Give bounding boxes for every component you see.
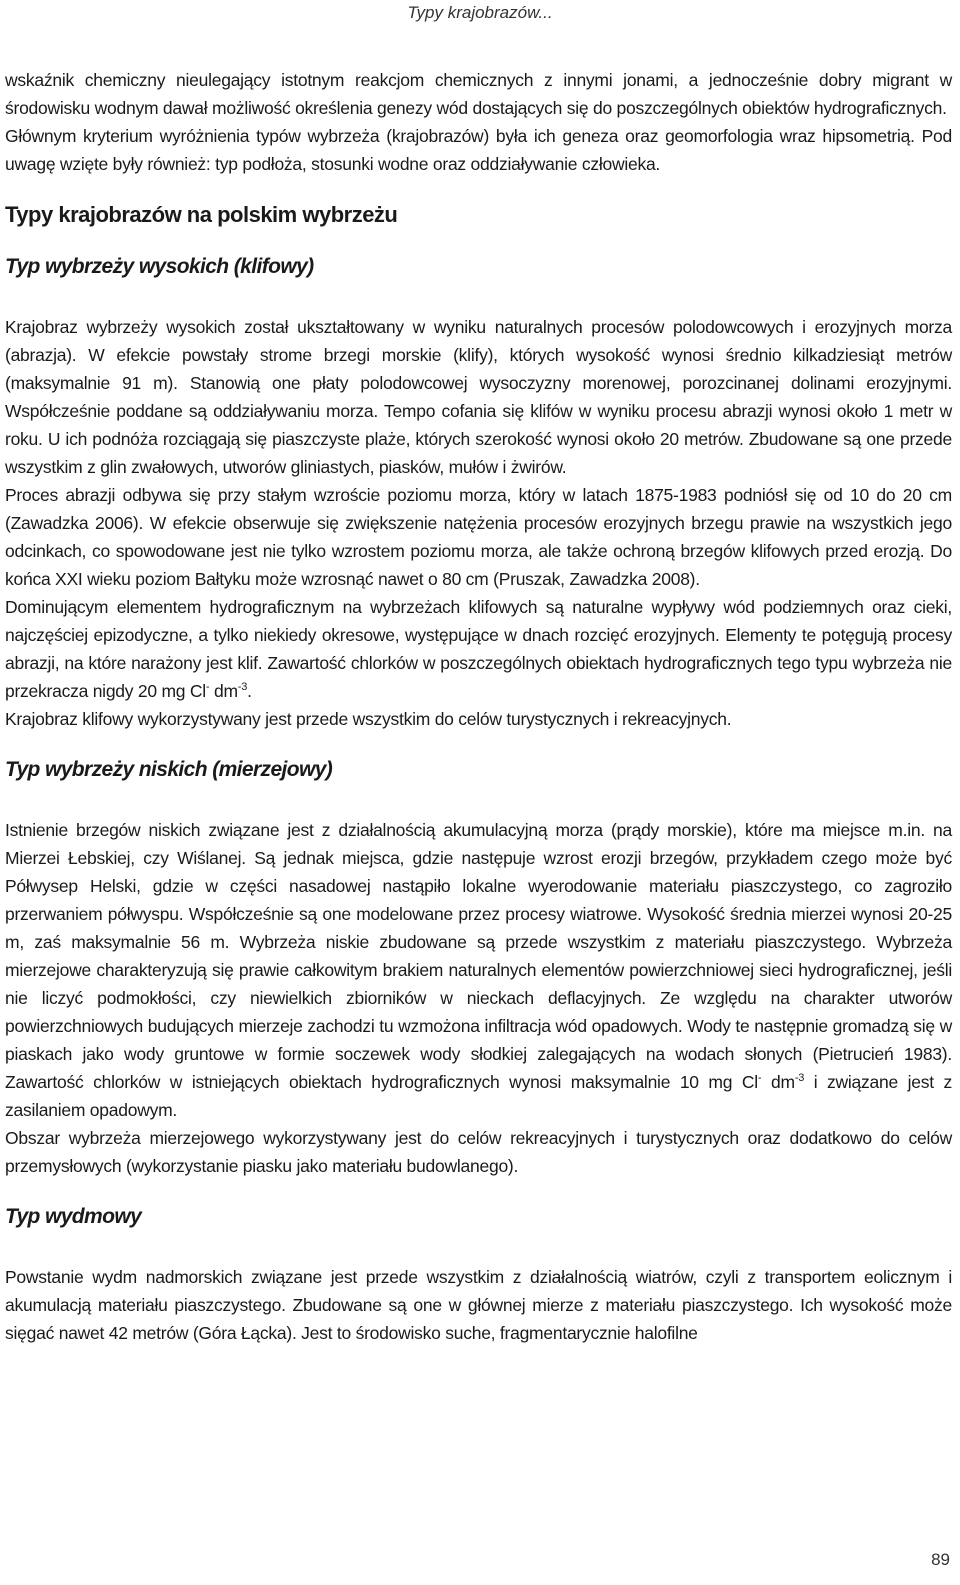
section-heading: Typy krajobrazów na polskim wybrzeżu	[5, 202, 398, 227]
page-number: 89	[931, 1550, 950, 1569]
superscript: -	[757, 1072, 762, 1084]
subsection-heading-dune: Typ wydmowy	[5, 1205, 142, 1228]
intro-paragraph: Głównym kryterium wyróżnienia typów wybrzeża (krajobrazów) była ich geneza oraz geomorfologia wraz hipsometrią. Pod uwagę wzięte były również: typ podłoża, stosunki wodne oraz oddziaływanie człowieka.	[5, 126, 952, 174]
superscript: -3	[237, 681, 248, 693]
subsection-heading-cliff: Typ wybrzeży wysokich (klifowy)	[5, 255, 314, 278]
cliff-paragraph: Krajobraz wybrzeży wysokich został ukształtowany w wyniku naturalnych procesów polodowcowych i erozyjnych morza (abrazja). W efekcie powstały strome brzegi morskie (klify), których wysokość wynosi średnio kilkadziesiąt metrów (maksymalnie 91 m). Stanowią one płaty polodowcowej wysoczyzny morenowej, porozcinanej dolinami erozyjnymi. Współcześnie poddane są oddziaływaniu morza. Tempo cofania się klifów w wyniku procesu abrazji wynosi około 1 metr w roku. U ich podnóża rozciągają się piaszczyste plaże, których szerokość wynosi około 20 metrów. Zbudowane są one przede wszystkim z glin zwałowych, utworów gliniastych, piasków, mułów i żwirów.	[5, 317, 952, 477]
cliff-paragraph-text: Dominującym elementem hydrograficznym na wybrzeżach klifowych są naturalne wypływy wód podziemnych oraz cieki, najczęściej epizodyczne, a tylko niekiedy okresowe, występujące w dnach rozcięć erozyjnych. Elementy te potęgują procesy abrazji, na które narażony jest klif. Zawartość chlorków w poszczególnych obiektach hydrograficznych tego typu wybrzeża nie przekracza nigdy 20 mg Cl	[5, 597, 952, 701]
body-content	[5, 66, 952, 1347]
intro-paragraph: wskaźnik chemiczny nieulegający istotnym reakcjom chemicznych z innymi jonami, a jednocześnie dobry migrant w środowisku wodnym dawał możliwość określenia genezy wód dostających się do poszczególnych obiektów hydrograficznych.	[5, 70, 952, 118]
dune-paragraph: Powstanie wydm nadmorskich związane jest przede wszystkim z działalnością wiatrów, czyli z transportem eolicznym i akumulacją materiału piaszczystego. Zbudowane są one w głównej mierze z materiału piaszczystego. Ich wysokość może sięgać nawet 42 metrów (Góra Łącka). Jest to środowisko suche, fragmentarycznie halofilne	[5, 1267, 952, 1343]
unit-text: dm	[761, 1072, 795, 1092]
spit-paragraph-text: Istnienie brzegów niskich związane jest z działalnością akumulacyjną morza (prądy morskie), które ma miejsce m.in. na Mierzei Łebskiej, czy Wiślanej. Są jednak miejsca, gdzie następuje wzrost erozji brzegów, przykładem czego może być Półwysep Helski, gdzie w części nasadowej nastąpiło lokalne wyerodowanie materiału piaszczystego, co zagroziło przerwaniem półwyspu. Współcześnie są one modelowane przez procesy wiatrowe. Wysokość średnia mierzei wynosi 20-25 m, zaś maksymalnie 56 m. Wybrzeża niskie zbudowane są przede wszystkim z materiału piaszczystego. Wybrzeża mierzejowe charakteryzują się prawie całkowitym brakiem naturalnych elementów powierzchniowej sieci hydrograficznej, jeśli nie liczyć podmokłości, czy niewielkich zbiorników w nieckach deflacyjnych. Ze względu na charakter utworów powierzchniowych budujących mierzeje zachodzi tu wzmożona infiltracja wód opadowych. Wody te następnie gromadzą się w piaskach jako wody gruntowe w formie soczewek wody słodkiej zalegających na wodach słonych (Pietrucień 1983). Zawartość chlorków w istniejących obiektach hydrograficznych wynosi maksymalnie 10 mg Cl	[5, 820, 952, 1092]
superscript: -3	[794, 1072, 805, 1084]
spit-paragraph: Obszar wybrzeża mierzejowego wykorzystywany jest do celów rekreacyjnych i turystycznych oraz dodatkowo do celów przemysłowych (wykorzystanie piasku jako materiału budowlanego).	[5, 1128, 952, 1176]
running-header: Typy krajobrazów...	[407, 3, 553, 22]
unit-text: dm	[209, 681, 238, 701]
sentence-end: i związane jest z zasilaniem opadowym.	[5, 1072, 952, 1120]
cliff-paragraph: Proces abrazji odbywa się przy stałym wzroście poziomu morza, który w latach 1875-1983 podniósł się od 10 do 20 cm (Zawadzka 2006). W efekcie obserwuje się zwiększenie natężenia procesów erozyjnych brzegu prawie na wszystkich jego odcinkach, co spowodowane jest nie tylko wzrostem poziomu morza, ale także ochroną brzegów klifowych przed erozją. Do końca XXI wieku poziom Bałtyku może wzrosnąć nawet o 80 cm (Pruszak, Zawadzka 2008).	[5, 485, 952, 589]
subsection-heading-spit: Typ wybrzeży niskich (mierzejowy)	[5, 758, 333, 781]
cliff-paragraph: Krajobraz klifowy wykorzystywany jest przede wszystkim do celów turystycznych i rekreacyjnych.	[5, 709, 732, 729]
cliff-paragraph	[5, 593, 952, 705]
sentence-end: .	[247, 681, 252, 701]
spit-paragraph	[5, 816, 952, 1124]
superscript: -	[205, 681, 210, 693]
